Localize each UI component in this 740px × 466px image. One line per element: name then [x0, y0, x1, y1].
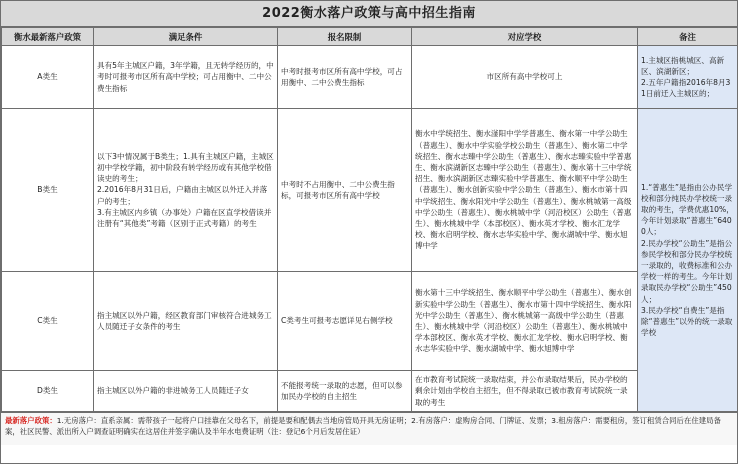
note-b-line-3: 3.民办学校“自费生”是指除“普惠生”以外的统一录取学校 [641, 305, 733, 338]
table-row-b [2, 109, 738, 272]
table-row-d [2, 371, 738, 412]
table-row-c [2, 272, 738, 371]
table-row-a [2, 46, 738, 109]
condition-b-line-2: 2.2016年8月31日后，户籍由主城区以外迁入并落户的考生； [97, 185, 268, 206]
table-header-row [2, 28, 738, 46]
condition-b [94, 109, 278, 272]
schools-a: 市区所有高中学校可上 [412, 46, 638, 109]
header-restriction: 报名限制 [278, 28, 412, 46]
category-b: B类生 [2, 109, 94, 272]
note-a-line-1: 1.主城区指桃城区、高新区、滨湖新区； [641, 55, 725, 76]
schools-c: 衡水第十三中学统招生、衡水顺平中学公助生（普惠生）、衡水创新实验中学公助生（普惠生）、衡水市第十四中学统招生、衡水阳光中学公助生（普惠生）、衡水桃城第一高级中学公助生（普惠生）、衡水桃城中学（河沿校区）公助生（普惠生）、衡水桃城中学本部校区、衡水英才学校、衡水汇龙学校、衡水启明学校、衡水志华实验中学、衡水湖城中学、衡水旭博中学 [412, 272, 638, 371]
category-c: C类生 [2, 272, 94, 371]
note-bcd [638, 109, 738, 412]
restriction-b: 中考时不占用衡中、二中公费生指标，可报考市区所有高中学校 [278, 109, 412, 272]
schools-d: 在市教育考试院统一录取结束，并公布录取结果后，民办学校的剩余计划由学校自主招生，但不得录取已被市教育考试院统一录取的考生 [412, 371, 638, 412]
condition-a: 具有5年主城区户籍，3年学籍，且无转学经历的，中考时可报考市区所有高中学校；可占用衡中、二中公费生指标 [94, 46, 278, 109]
header-schools: 对应学校 [412, 28, 638, 46]
footer-text: 1.无房落户：直系亲属：需带孩子一起将户口挂靠在父母名下，前提是要和配偶去当地房管局开具无房证明；2.有房落户：虚购房合同、门牌证、发票；3.租房落户：需要租房，签订租赁合同后在住建局备案，社区民警、派出所入户调查证明确实在这居住并签字确认及半年水电费证明（注：登记6个月后发居住证） [5, 416, 721, 436]
footer-label: 最新落户政策： [5, 416, 57, 425]
note-b-line-1: 1.“普惠生”是指由公办民学校和部分纯民办学校统一录取的考生，学费优惠10%，今年计划录取“普惠生”6400人； [641, 182, 734, 237]
condition-b-line-3: 3.有主城区内乡镇（办事处）户籍在区直学校借读并注册有“其他类”考籍（区别于正式考籍）的考生 [97, 207, 272, 228]
header-note: 备注 [638, 28, 738, 46]
restriction-d: 不能报考统一录取的志愿，但可以参加民办学校的自主招生 [278, 371, 412, 412]
footer-policy-note [1, 412, 737, 445]
category-a: A类生 [2, 46, 94, 109]
category-d: D类生 [2, 371, 94, 412]
note-b-line-2: 2.民办学校“公助生”是指公参民学校和部分民办学校统一录取的，收费标准和公办学校一样的考生。今年计划录取民办学校“公助生”450人； [641, 238, 733, 304]
condition-c: 指主城区以外户籍，经区教育部门审核符合进城务工人员随迁子女条件的考生 [94, 272, 278, 371]
page-title: 2022衡水落户政策与高中招生指南 [1, 1, 737, 27]
policy-table [1, 27, 738, 412]
schools-b: 衡水中学统招生、衡水滏阳中学学普惠生、衡水第一中学公助生（普惠生）、衡水中学实验学校公助生（普惠生）、衡水第二中学统招生、衡水志臻中学公助生（普惠生）、衡水志臻实验中学普惠生、衡水滨湖新区志臻中学公助生（普惠生）、衡水第十三中学统招生、衡水滨湖新区志臻实验中学普惠生、衡水顺平中学公助生（普惠生）、衡水创新实验中学公助生（普惠生）、衡水市第十四中学统招生、衡水阳光中学公助生（普惠生）、衡水桃城第一高级中学公助生（普惠生）、衡水桃城中学（河沿校区）公助生（普惠生）、衡水桃城中学（本部校区）、衡水英才学校、衡水汇龙学校、衡水启明学校、衡水志华实验中学、衡水湖城中学、衡水旭博中学 [412, 109, 638, 272]
restriction-a: 中考时报考市区所有高中学校，可占用衡中、二中公费生指标 [278, 46, 412, 109]
note-a-line-2: 2.五年户籍指2016年8月31日前迁入主城区的； [641, 78, 731, 99]
condition-b-line-1: 以下3中情况属于B类生；1.具有主城区户籍，主城区初中学校学籍，初中阶段有转学经历或有其他学校借读史的考生； [97, 151, 274, 184]
condition-d: 指主城区以外户籍的非进城务工人员随迁子女 [94, 371, 278, 412]
header-condition: 满足条件 [94, 28, 278, 46]
note-a [638, 46, 738, 109]
header-policy: 衡水最新落户政策 [2, 28, 94, 46]
restriction-c: C类考生可报考志愿详见右侧学校 [278, 272, 412, 371]
